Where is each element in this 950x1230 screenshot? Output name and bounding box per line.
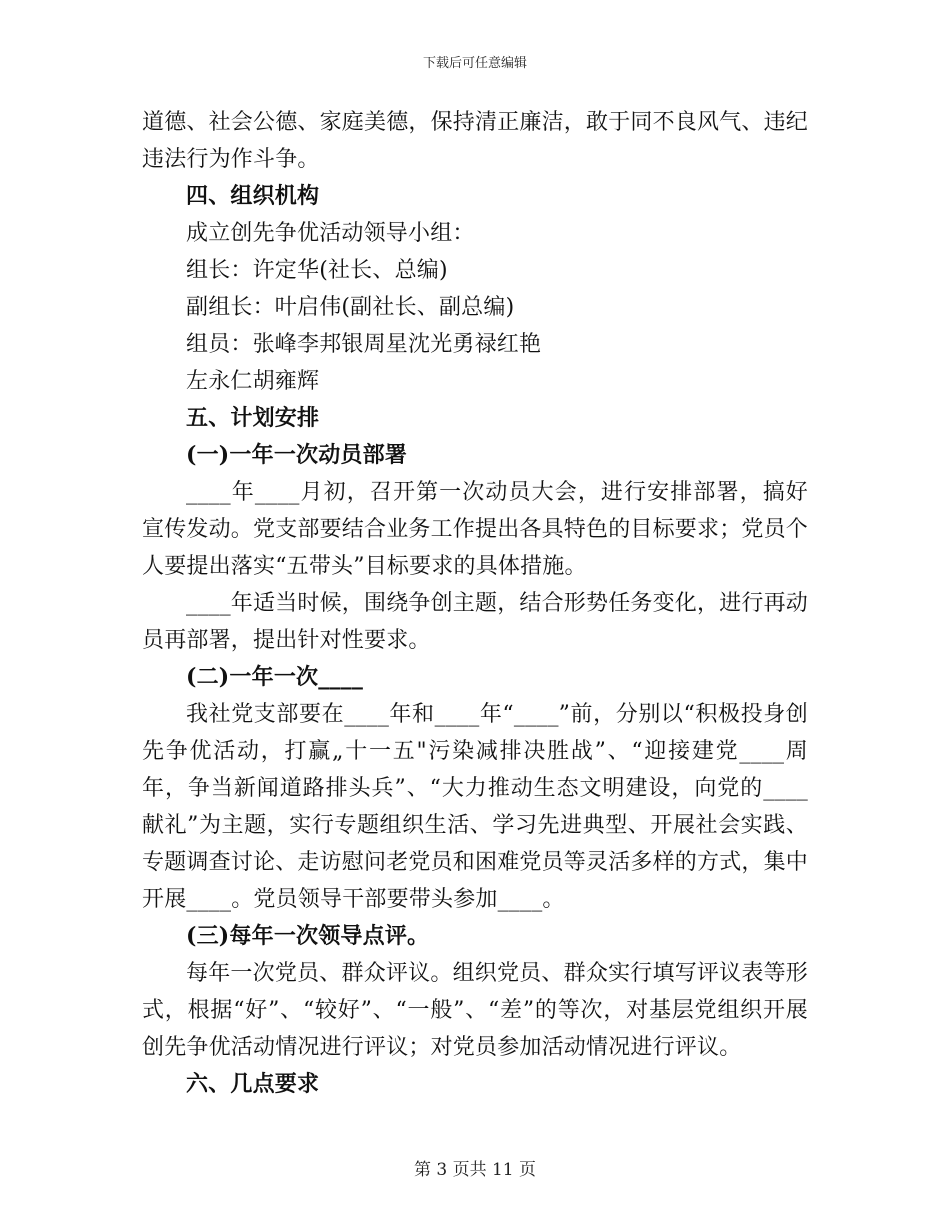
subheading-mobilization: (一)一年一次动员部署 [186, 442, 408, 468]
paragraph-mobilization-2: ____年适当时候，围绕争创主题，结合形势任务变化，进行再动员再部署，提出针对性要求。 [142, 591, 809, 653]
paragraph-mobilization-1: ____年____月初，召开第一次动员大会，进行安排部署，搞好宣传发动。党支部要结合业务工作提出各具特色的目标要求；党员个人要提出落实“五带头”目标要求的具体措施。 [142, 480, 809, 579]
page-header: 下载后可任意编辑 [422, 56, 527, 71]
paragraph-annual-activities: 我社党支部要在____年和____年“____”前，分别以“积极投身创先争优活动，打赢„十一五"污染减排决胜战”、“迎接建党____周年，争当新闻道路排头兵”、“大力推动生态文明建设，向党的____献礼”为主题，实行专题组织生活、学习先进典型、开展社会实践、专题调查讨论、走访慰问老党员和困难党员等灵活多样的方式，集中开展____。党员领导干部要带头参加____。 [142, 702, 809, 912]
paragraph-continuation: 道德、社会公德、家庭美德，保持清正廉洁，敢于同不良风气、违纪违法行为作斗争。 [142, 110, 809, 172]
paragraph-review: 每年一次党员、群众评议。组织党员、群众实行填写评议表等形式，根据“好”、“较好”、“一般”、“差”的等次，对基层党组织开展创先争优活动情况进行评议；对党员参加活动情况进行评议。 [142, 961, 808, 1060]
subheading-review: (三)每年一次领导点评。 [186, 923, 430, 949]
subheading-annual: (二)一年一次____ [186, 664, 364, 690]
section-heading-requirements: 六、几点要求 [186, 1071, 320, 1097]
paragraph-deputy-leader: 副组长：叶启伟(副社长、副总编) [186, 295, 515, 320]
paragraph-leading-group: 成立创先争优活动领导小组： [186, 221, 475, 246]
page-footer: 第 3 页共 11 页 [413, 1160, 537, 1180]
paragraph-members-cont: 左永仁胡雍辉 [186, 369, 320, 394]
document-body [142, 104, 808, 1103]
paragraph-group-leader: 组长：许定华(社长、总编) [186, 258, 448, 283]
section-heading-plan: 五、计划安排 [186, 405, 320, 431]
section-heading-organization: 四、组织机构 [186, 183, 320, 209]
paragraph-members: 组员：张峰李邦银周星沈光勇禄红艳 [186, 332, 542, 357]
